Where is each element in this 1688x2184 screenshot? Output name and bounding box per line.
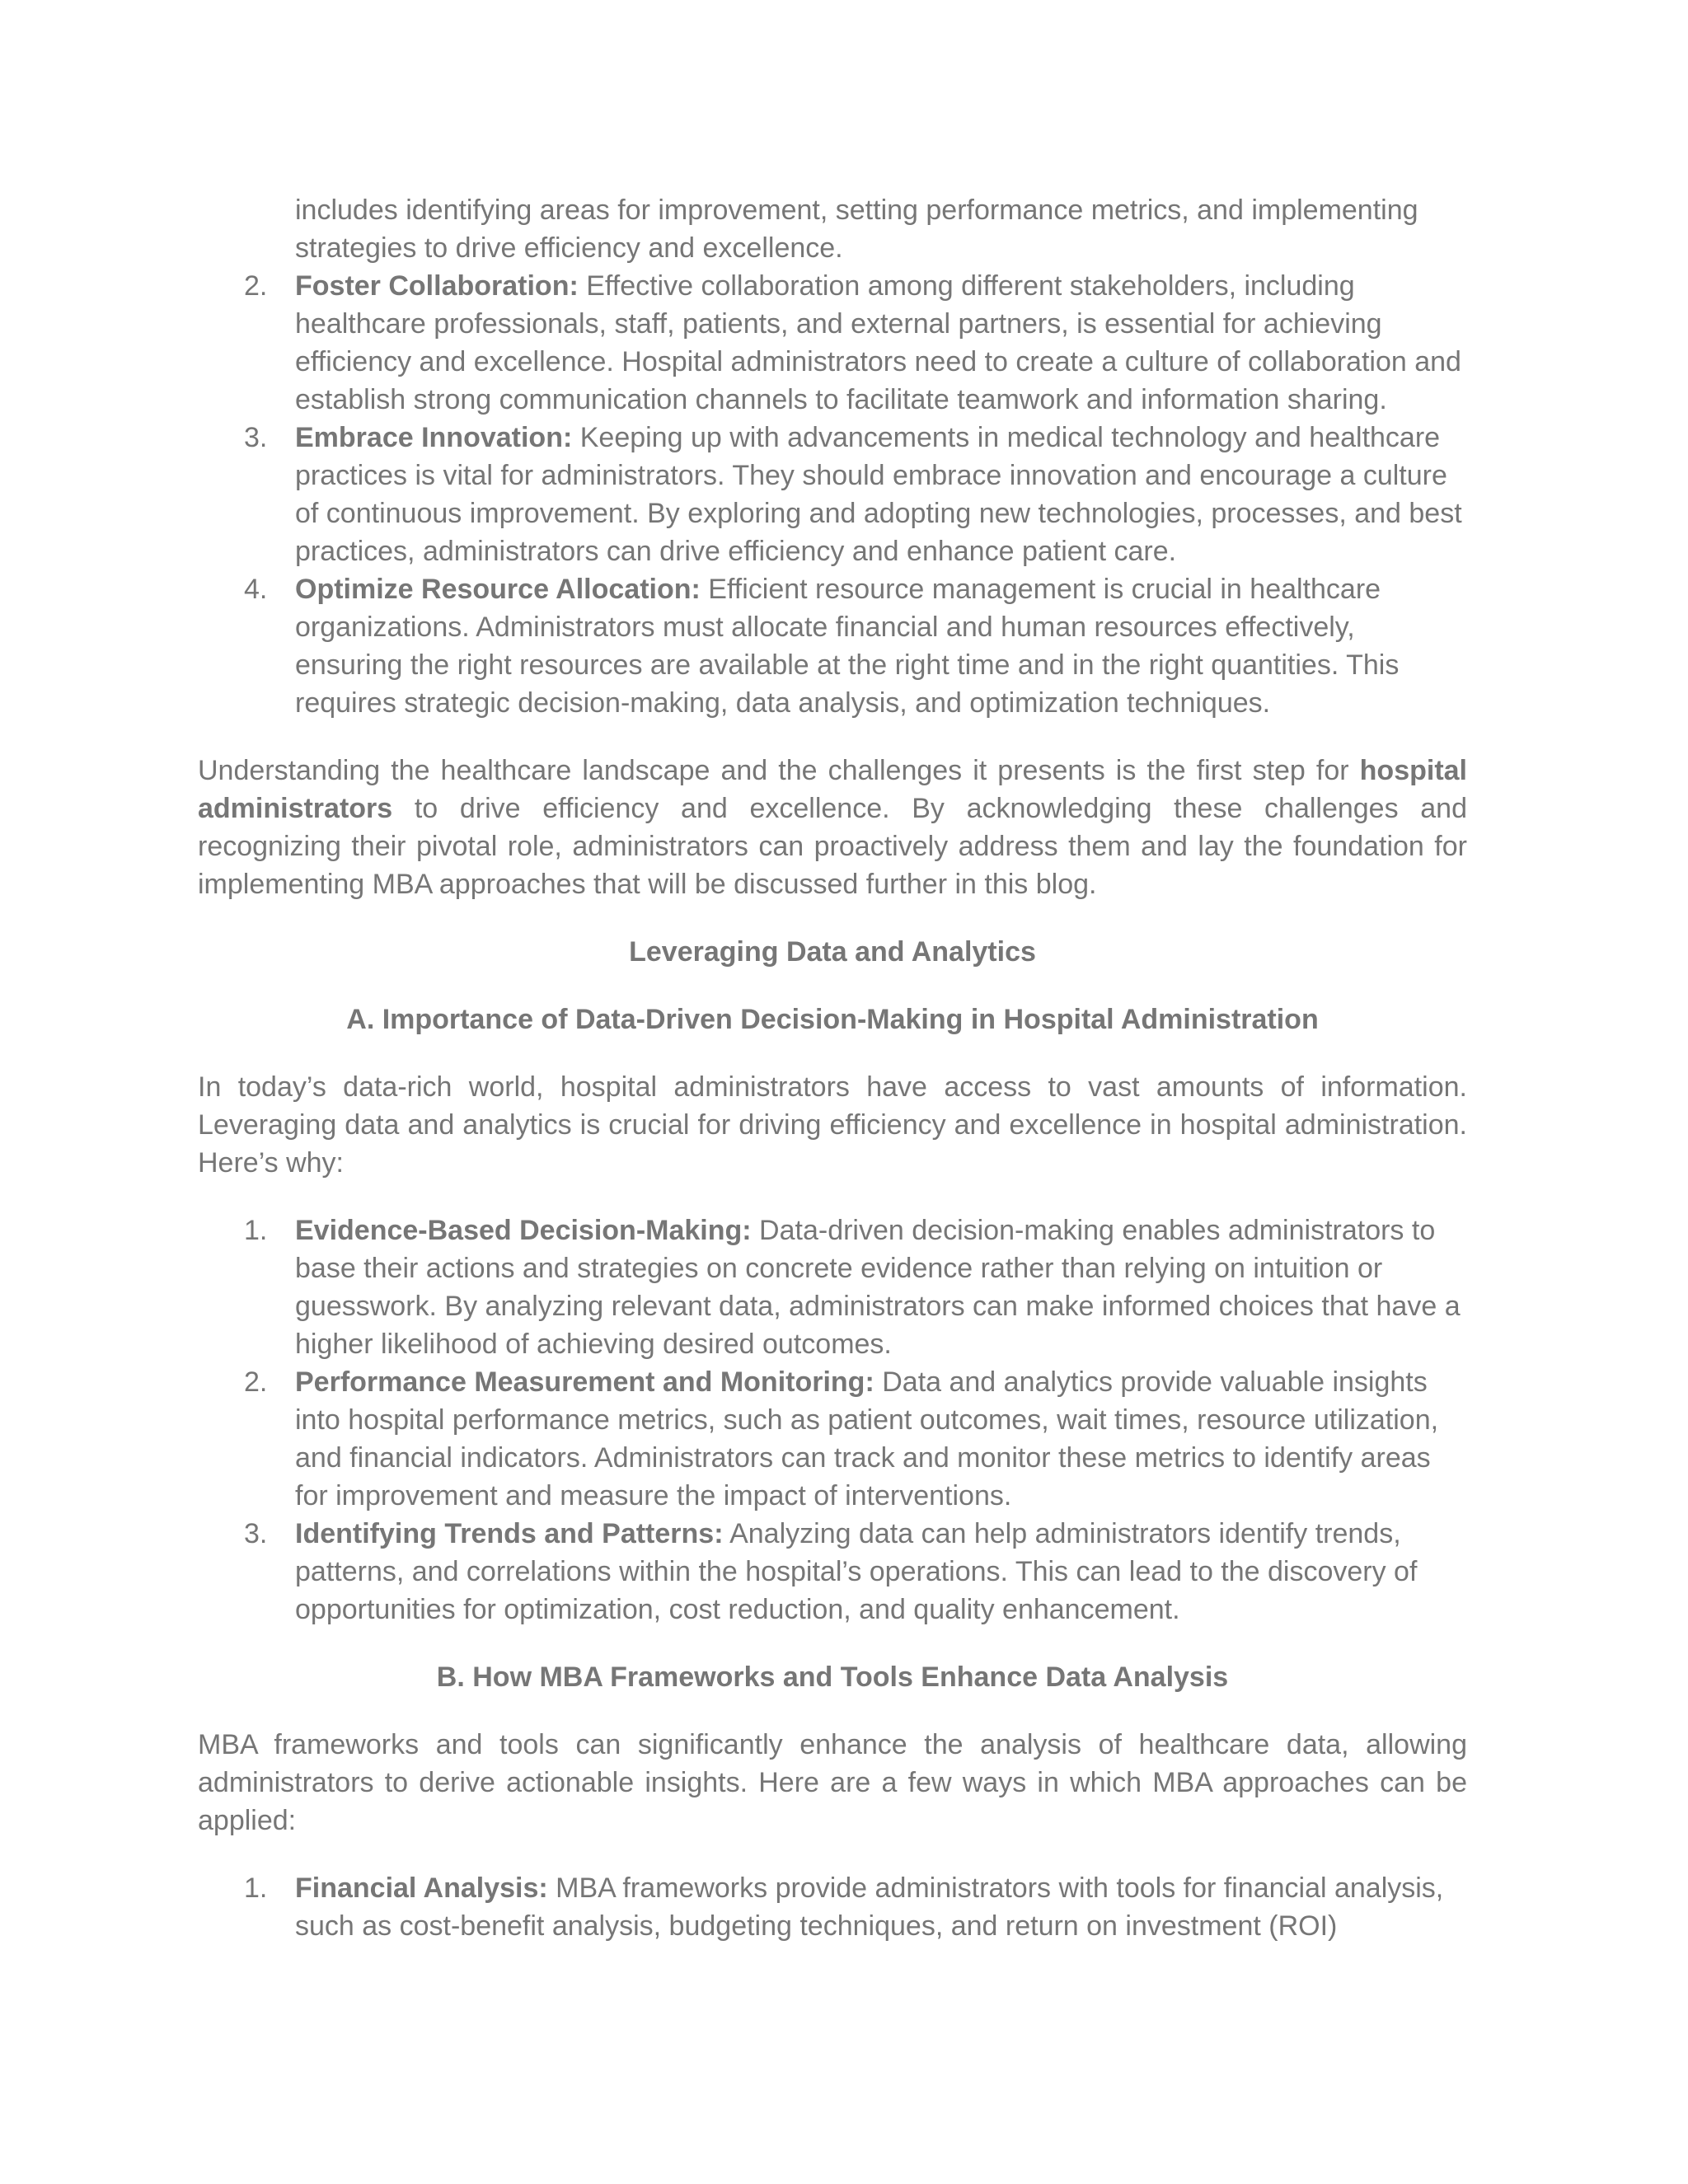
list-item-number: 2. (244, 270, 268, 302)
list-item-number: 1. (244, 1215, 268, 1246)
list-item-text: MBA frameworks provide administrators with tools for financial analysis, such as cost-benefit analysis, budgeting techniques, and return on investment (ROI) (295, 1872, 1444, 1942)
list-data-reasons (198, 1212, 1467, 1629)
list-item-title: Foster Collaboration: (295, 270, 579, 302)
list-item-text: Data and analytics provide valuable insights into hospital performance metrics, such as patient outcomes, wait times, resource utilization, and financial indicators. Administrators can track and monitor these metrics to identify areas for improvement and measure the impact of interventions. (295, 1366, 1439, 1511)
list-item-text: Data-driven decision-making enables administrators to base their actions and strategies on concrete evidence rather than relying on intuition or guesswork. By analyzing relevant data, administrators can make informed choices that have a higher likelihood of achieving desired outcomes. (295, 1215, 1461, 1360)
list-item-number: 3. (244, 1518, 268, 1549)
paragraph-mba-frameworks: MBA frameworks and tools can significantly enhance the analysis of healthcare data, allowing administrators to derive actionable insights. Here are a few ways in which MBA approaches can be applied: (198, 1729, 1467, 1836)
list-item-text: Efficient resource management is crucial in healthcare organizations. Administrators must allocate financial and human resources effectively, ensuring the right resources are available at the right time and in the right quantities. This requires strategic decision-making, data analysis, and optimization techniques. (295, 574, 1400, 719)
paragraph-bold-text: hospital administrators (198, 755, 1467, 824)
list-item (198, 1212, 1467, 1363)
list-item-text: includes identifying areas for improvement, setting performance metrics, and implementing strategies to drive efficiency and excellence. (295, 194, 1418, 264)
list-item-title: Identifying Trends and Patterns: (295, 1518, 724, 1549)
list-item-title: Embrace Innovation: (295, 422, 573, 453)
document-page (198, 191, 1467, 1945)
paragraph-text: Understanding the healthcare landscape and the challenges it presents is the first step for (198, 755, 1360, 786)
subsection-heading-b: B. How MBA Frameworks and Tools Enhance Data Analysis (436, 1661, 1229, 1693)
list-item-text: Effective collaboration among different stakeholders, including healthcare professionals, staff, patients, and external partners, is essential for achieving efficiency and excellence. Hospital administrators need to create a culture of collaboration and establish strong communication channels to facilitate teamwork and information sharing. (295, 270, 1461, 415)
list-item-text: Analyzing data can help administrators identify trends, patterns, and correlations within the hospital’s operations. This can lead to the discovery of opportunities for optimization, cost reduction, and quality enhancement. (295, 1518, 1418, 1625)
list-item (198, 1515, 1467, 1629)
list-strategies (198, 191, 1467, 722)
paragraph-text: to drive efficiency and excellence. By acknowledging these challenges and recognizing their pivotal role, administrators can proactively address them and lay the foundation for implementing MBA approaches that will be discussed further in this blog. (198, 793, 1467, 900)
paragraph-data-rich: In today’s data-rich world, hospital administrators have access to vast amounts of information. Leveraging data and analytics is crucial for driving efficiency and excellence in hospital administration. Here’s why: (198, 1071, 1467, 1179)
list-item (198, 1363, 1467, 1515)
list-item-title: Optimize Resource Allocation: (295, 574, 701, 605)
list-item-title: Financial Analysis: (295, 1872, 548, 1904)
list-item-number: 4. (244, 574, 268, 605)
list-item-continuation (198, 191, 1467, 267)
list-item-title: Evidence-Based Decision-Making: (295, 1215, 752, 1246)
section-heading: Leveraging Data and Analytics (629, 936, 1036, 968)
list-item (198, 1869, 1467, 1945)
list-mba-approaches (198, 1869, 1467, 1945)
list-item-title: Performance Measurement and Monitoring: (295, 1366, 874, 1398)
list-item-text: Keeping up with advancements in medical technology and healthcare practices is vital for administrators. They should embrace innovation and encourage a culture of continuous improvement. By exploring and adopting new technologies, processes, and best practices, administrators can drive efficiency and enhance patient care. (295, 422, 1462, 567)
list-item-number: 3. (244, 422, 268, 453)
paragraph-landscape (198, 752, 1467, 903)
list-item (198, 419, 1467, 570)
list-item-number: 2. (244, 1366, 268, 1398)
subsection-heading-a: A. Importance of Data-Driven Decision-Making in Hospital Administration (346, 1004, 1319, 1035)
list-item (198, 267, 1467, 419)
list-item (198, 570, 1467, 722)
list-item-number: 1. (244, 1872, 268, 1904)
